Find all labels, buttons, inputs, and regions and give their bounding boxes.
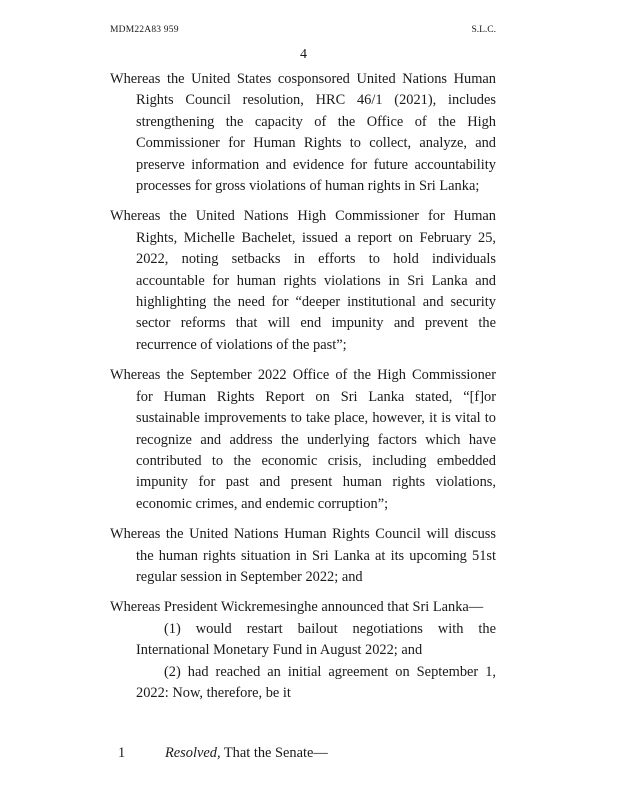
resolved-rest: That the Senate— (220, 745, 328, 761)
whereas-clause-2: Whereas the United Nations High Commissioner for Human Rights, Michelle Bachelet, issued a report on February 25, 2022, noting setbacks in efforts to hold individuals accountable for human rights violations in Sri Lanka and highlighting the need for “deeper institutional and security sector reforms that will end impunity and prevent the recurrence of violations of the past”; (110, 208, 496, 353)
office-code: S.L.C. (471, 25, 496, 35)
whereas-clause-4: Whereas the United Nations Human Rights Council will discuss the human rights situation in Sri Lanka at its upcoming 51st regular session in September 2022; and (110, 526, 496, 585)
line-number: 1 (118, 745, 126, 761)
whereas-clause-5: Whereas President Wickremesinghe announced that Sri Lanka— (110, 599, 484, 616)
whereas-clause-1: Whereas the United States cosponsored United Nations Human Rights Council resolution, HRC 46/1 (2021), includes strengthening the capacity of the Office of the High Commissioner for Human Rights to collect, analyze, and preserve information and evidence for future accountability processes for gross violations of human rights in Sri Lanka; (110, 71, 496, 195)
resolved-word: Resolved, (165, 745, 221, 761)
sub-clause-1: (1) would restart bailout negotiations with the International Monetary Fund in August 2022; and (136, 620, 496, 659)
document-id: MDM22A83 959 (110, 25, 179, 35)
resolution-body (110, 69, 496, 704)
page-number: 4 (300, 47, 307, 62)
resolved-clause (165, 743, 328, 764)
sub-clause-2: (2) had reached an initial agreement on September 1, 2022: Now, therefore, be it (136, 663, 496, 701)
whereas-clause-3: Whereas the September 2022 Office of the High Commissioner for Human Rights Report on Sri Lanka stated, “[f]or sustainable improvements to take place, however, it is vital to recognize and address the underlying factors which have contributed to the economic crisis, including embedded impunity for past and present human rights violations, economic crimes, and endemic corruption”; (110, 367, 496, 512)
